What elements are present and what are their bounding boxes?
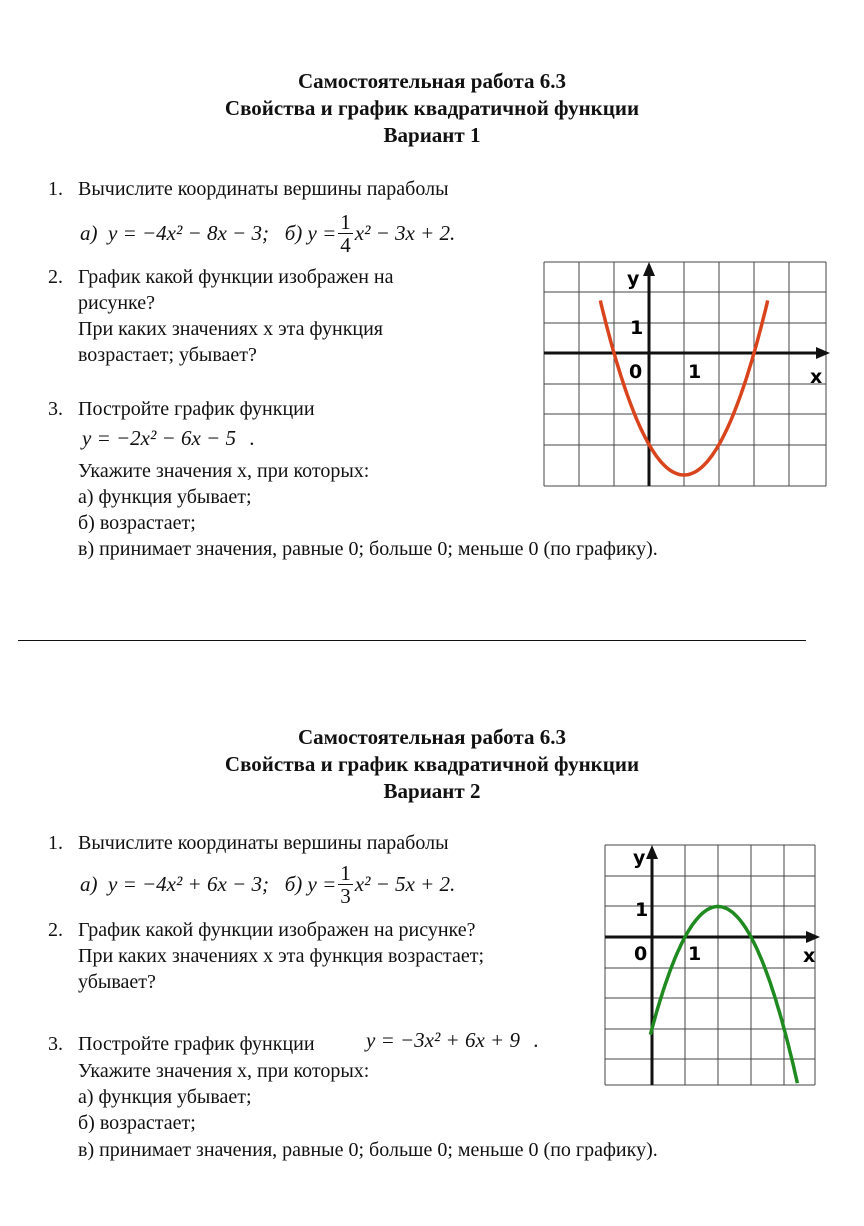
variant2-label: Вариант 2 <box>383 779 481 803</box>
variant2-title: Самостоятельная работа 6.3 <box>298 725 566 749</box>
v1-q3-line2: Укажите значения x, при которых: <box>78 460 370 482</box>
v1-q2-line1: График какой функции изображен на <box>78 266 394 288</box>
v1-q1-b-lhs: y = <box>307 220 337 245</box>
v2-q1-a-expr: y = −4x² + 6x − 3; <box>108 871 269 896</box>
v1-q2-line2: рисунке? <box>78 292 155 314</box>
v2-q1-b-denominator: 3 <box>340 883 351 908</box>
v1-parabola-graph <box>540 258 840 492</box>
v1-q3-line1: Постройте график функции <box>78 398 315 420</box>
v1-origin: 0 <box>629 361 643 383</box>
v2-x-arrow <box>806 931 820 943</box>
v2-x-label: x <box>803 945 816 967</box>
v2-q1-b-numerator: 1 <box>340 860 351 885</box>
v2-q3-expr-line <box>366 1028 538 1053</box>
v2-y-arrow <box>646 845 658 859</box>
v2-axes <box>605 853 812 1085</box>
variant2-subtitle: Свойства и график квадратичной функции <box>224 752 640 776</box>
v1-grid <box>544 262 826 486</box>
variant2-header <box>0 724 864 805</box>
v2-q2-line1: График какой функции изображен на рисунке? <box>78 919 476 941</box>
v2-grid <box>605 845 815 1085</box>
v2-q3-line2: Укажите значения x, при которых: <box>78 1060 370 1082</box>
variant1-title: Самостоятельная работа 6.3 <box>298 69 566 93</box>
v2-q2-number: 2. <box>48 919 63 941</box>
variant1-subtitle: Свойства и график квадратичной функции <box>224 96 640 120</box>
v1-y-label: y <box>627 268 640 290</box>
v1-q1-number: 1. <box>48 178 63 200</box>
v1-q1-b-rest: x² − 3x + 2. <box>354 220 456 245</box>
v2-q1-b-label: б) <box>284 871 303 896</box>
v2-q1-formulas <box>80 856 455 912</box>
v1-x-one: 1 <box>688 361 702 383</box>
v2-origin: 0 <box>634 943 648 965</box>
v2-q1-b-rest: x² − 5x + 2. <box>354 871 456 896</box>
v1-q3-expr: y = −2x² − 6x − 5 <box>82 426 236 450</box>
v2-q1-a-label: а) <box>80 871 98 896</box>
v1-q3-a: а) функция убывает; <box>78 486 252 508</box>
section-divider <box>18 640 806 641</box>
v1-q2-line4: возрастает; убывает? <box>78 344 257 366</box>
v1-y-one: 1 <box>630 317 644 339</box>
v2-q2-line3: убывает? <box>78 971 156 993</box>
v2-q3-line1: Постройте график функции <box>78 1033 315 1055</box>
v2-parabola-graph <box>600 840 822 1090</box>
variant1-label: Вариант 1 <box>383 123 481 147</box>
v1-q3-expr-line <box>82 426 254 451</box>
v1-q3-b: б) возрастает; <box>78 512 196 534</box>
v2-q1-b-fraction <box>338 862 353 907</box>
v1-q3-number: 3. <box>48 398 63 420</box>
v2-q1-text: Вычислите координаты вершины параболы <box>78 832 449 854</box>
v2-q3-dot: . <box>533 1028 539 1052</box>
v2-q3-a: а) функция убывает; <box>78 1086 252 1108</box>
v1-q1-b-numerator: 1 <box>340 209 351 234</box>
v1-x-label: x <box>810 366 823 388</box>
v2-parabola-curve <box>650 907 797 1084</box>
v1-y-arrow <box>643 262 655 276</box>
v1-q1-formulas <box>80 205 455 261</box>
v1-q1-b-denominator: 4 <box>340 232 351 257</box>
v1-q2-number: 2. <box>48 266 63 288</box>
v1-q3-dot: . <box>249 426 255 450</box>
v1-q2-line3: При каких значениях x эта функция <box>78 318 384 340</box>
v2-x-one: 1 <box>688 943 702 965</box>
v1-axes <box>544 270 822 486</box>
v1-q1-text: Вычислите координаты вершины параболы <box>78 178 449 200</box>
v2-q3-b: б) возрастает; <box>78 1112 196 1134</box>
variant1-header <box>0 68 864 149</box>
v1-q1-a-expr: y = −4x² − 8x − 3; <box>108 220 269 245</box>
v2-q2-line2: При каких значениях x эта функция возрастает; <box>78 945 485 967</box>
v1-q1-b-fraction <box>338 211 353 256</box>
v2-q1-number: 1. <box>48 832 63 854</box>
v1-q1-a-label: а) <box>80 220 98 245</box>
v2-y-one: 1 <box>635 899 649 921</box>
v2-y-label: y <box>633 847 646 869</box>
v2-q3-number: 3. <box>48 1033 63 1055</box>
v2-q3-expr: y = −3x² + 6x + 9 <box>366 1028 520 1052</box>
v2-q3-c: в) принимает значения, равные 0; больше 0; меньше 0 (по графику). <box>78 1139 658 1161</box>
v2-q1-b-lhs: y = <box>307 871 337 896</box>
v1-q3-c: в) принимает значения, равные 0; больше 0; меньше 0 (по графику). <box>78 538 658 560</box>
v1-q1-b-label: б) <box>284 220 303 245</box>
v1-x-arrow <box>816 347 830 359</box>
